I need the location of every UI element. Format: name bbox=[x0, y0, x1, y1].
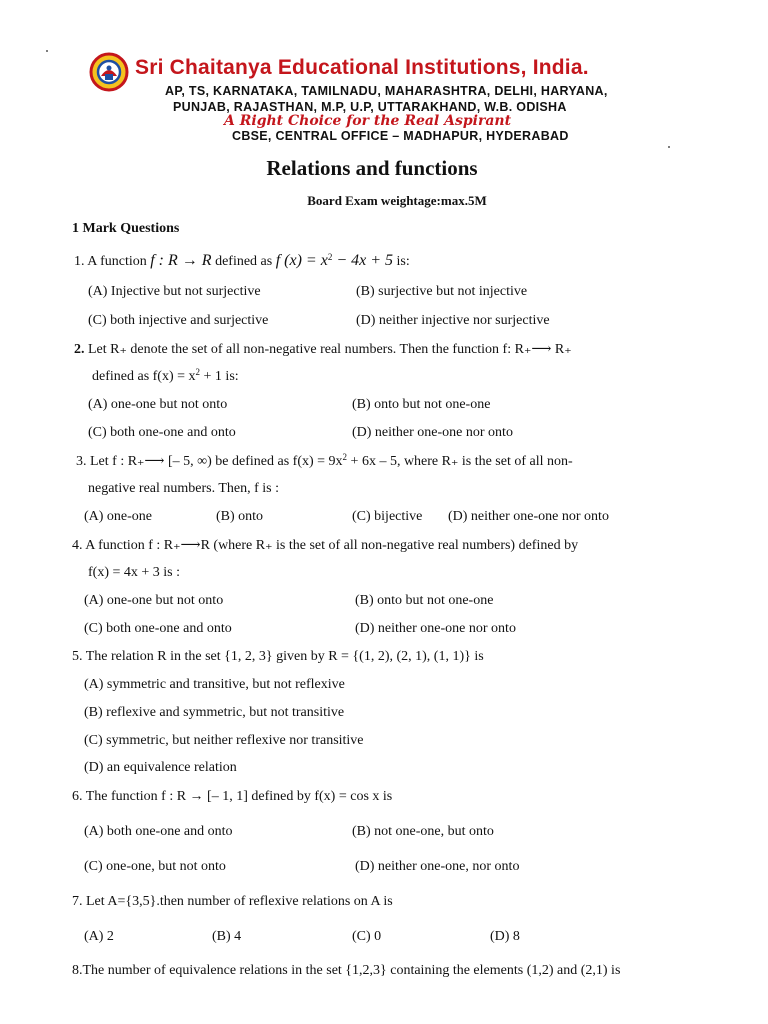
weightage-line: Board Exam weightage:max.5M bbox=[307, 193, 487, 208]
q7-line-1: 7. Let A={3,5}.then number of reflexive relations on A is bbox=[72, 894, 393, 909]
scan-speck bbox=[46, 50, 48, 52]
q2-number: 2. bbox=[74, 342, 85, 357]
q2-option-a: (A) one-one but not onto bbox=[88, 397, 228, 412]
q8-line-1: 8.The number of equivalence relations in the set {1,2,3} containing the elements (1,2) and (2,1) is bbox=[72, 963, 621, 978]
q1-fx: f (x) = x bbox=[275, 252, 328, 269]
q5-option-c: (C) symmetric, but neither reflexive nor transitive bbox=[84, 733, 364, 748]
q3-line1-sup: 2 bbox=[342, 452, 348, 462]
office-line: CBSE, CENTRAL OFFICE – MADHAPUR, HYDERABAD bbox=[232, 129, 569, 143]
question-3-line-1 bbox=[76, 453, 573, 470]
q2-option-c: (C) both one-one and onto bbox=[88, 425, 236, 440]
scan-speck bbox=[668, 146, 670, 148]
q3-option-c: (C) bijective bbox=[352, 509, 423, 524]
q1-option-c: (C) both injective and surjective bbox=[88, 313, 269, 328]
q7-option-a: (A) 2 bbox=[84, 929, 114, 944]
q4-option-a: (A) one-one but not onto bbox=[84, 593, 224, 608]
q6-option-c: (C) one-one, but not onto bbox=[84, 859, 226, 874]
q5-option-a: (A) symmetric and transitive, but not reflexive bbox=[84, 677, 345, 692]
q4-option-d: (D) neither one-one nor onto bbox=[355, 621, 516, 636]
q6-option-b: (B) not one-one, but onto bbox=[352, 824, 494, 839]
question-2-line-1 bbox=[74, 341, 572, 358]
question-1-stem bbox=[74, 252, 410, 270]
q1-option-a: (A) Injective but not surjective bbox=[88, 284, 261, 299]
tagline: A Right Choice for the Real Aspirant bbox=[224, 113, 512, 129]
page-title: Relations and functions bbox=[266, 156, 478, 180]
q1-fx-sup: 2 bbox=[327, 252, 333, 262]
q7-option-b: (B) 4 bbox=[212, 929, 242, 944]
states-line-1: AP, TS, KARNATAKA, TAMILNADU, MAHARASHTRA, DELHI, HARYANA, bbox=[165, 84, 608, 98]
q1-mid: defined as bbox=[211, 254, 276, 269]
q1-option-d: (D) neither injective nor surjective bbox=[356, 313, 550, 328]
q3-line-2: negative real numbers. Then, f is : bbox=[88, 481, 280, 496]
institution-logo-icon bbox=[88, 52, 130, 92]
q2-option-d: (D) neither one-one nor onto bbox=[352, 425, 513, 440]
institution-name: Sri Chaitanya Educational Institutions, India. bbox=[135, 56, 589, 79]
q2-line1: Let R₊ denote the set of all non-negative real numbers. Then the function f: R₊⟶ R₊ bbox=[84, 342, 572, 357]
q2-option-b: (B) onto but not one-one bbox=[352, 397, 491, 412]
q6-option-d: (D) neither one-one, nor onto bbox=[355, 859, 520, 874]
q6-option-a: (A) both one-one and onto bbox=[84, 824, 233, 839]
q1-fx-rest: − 4x + 5 bbox=[332, 252, 394, 269]
q7-option-c: (C) 0 bbox=[352, 929, 382, 944]
q4-line-1: 4. A function f : R₊⟶R (where R₊ is the set of all non-negative real numbers) defined by bbox=[72, 538, 579, 553]
q1-option-b: (B) surjective but not injective bbox=[356, 284, 528, 299]
q2-line2-post: + 1 is: bbox=[200, 369, 239, 384]
q1-prefix: 1. A function bbox=[74, 254, 151, 269]
q2-line2-pre: defined as f(x) = x bbox=[92, 369, 196, 384]
q4-option-c: (C) both one-one and onto bbox=[84, 621, 232, 636]
states-line-2: PUNJAB, RAJASTHAN, M.P, U.P, UTTARAKHAND, W.B. ODISHA bbox=[173, 100, 567, 114]
q3-option-d: (D) neither one-one nor onto bbox=[448, 509, 609, 524]
q5-option-b: (B) reflexive and symmetric, but not transitive bbox=[84, 705, 345, 720]
q2-line2-sup: 2 bbox=[195, 367, 201, 377]
q6-line-1: 6. The function f : R → [– 1, 1] defined by f(x) = cos x is bbox=[72, 789, 393, 804]
q1-suffix: is: bbox=[393, 254, 410, 269]
question-2-line-2 bbox=[92, 369, 239, 385]
q3-line1-post: + 6x – 5, where R₊ is the set of all non- bbox=[347, 454, 573, 469]
q4-line-2: f(x) = 4x + 3 is : bbox=[88, 565, 181, 580]
section-heading: 1 Mark Questions bbox=[72, 221, 180, 236]
q1-map: f : R → R bbox=[150, 252, 212, 269]
q7-option-d: (D) 8 bbox=[490, 929, 520, 944]
q5-line-1: 5. The relation R in the set {1, 2, 3} given by R = {(1, 2), (2, 1), (1, 1)} is bbox=[72, 649, 484, 664]
q3-option-a: (A) one-one bbox=[84, 509, 153, 524]
q3-option-b: (B) onto bbox=[216, 509, 264, 524]
q5-option-d: (D) an equivalence relation bbox=[84, 760, 237, 775]
q3-line1-pre: 3. Let f : R₊⟶ [– 5, ∞) be defined as f(x) = 9x bbox=[76, 454, 343, 469]
q4-option-b: (B) onto but not one-one bbox=[355, 593, 494, 608]
